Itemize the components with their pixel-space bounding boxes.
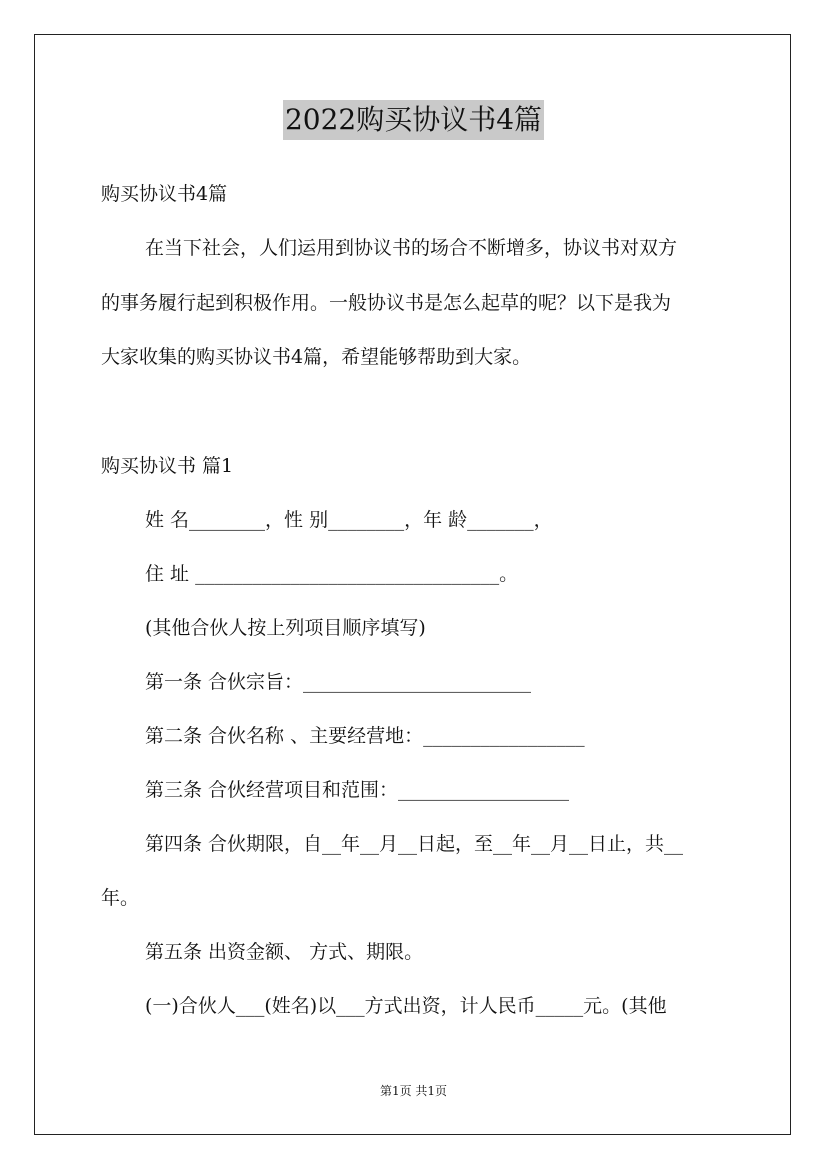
clause-line: (其他合伙人按上列项目顺序填写): [145, 617, 426, 639]
page-footer: 第1页 共1页: [379, 1084, 448, 1098]
clause-line: 第二条 合伙名称 、主要经营地：_________________: [145, 725, 585, 747]
title-container: [0, 100, 827, 140]
intro-line: 大家收集的购买协议书4篇，希望能够帮助到大家。: [101, 346, 532, 368]
clause-line: 第一条 合伙宗旨：________________________: [145, 671, 532, 693]
intro-line: 在当下社会，人们运用到协议书的场合不断增多，协议书对双方: [145, 237, 678, 259]
clause-line: 年。: [101, 887, 140, 909]
section-heading: 购买协议书 篇1: [101, 455, 234, 477]
clause-line: (一)合伙人___(姓名)以___方式出资，计人民币_____元。(其他: [145, 995, 667, 1017]
clause-line: 第三条 合伙经营项目和范围：__________________: [145, 779, 570, 801]
intro-line: 的事务履行起到积极作用。一般协议书是怎么起草的呢？以下是我为: [101, 292, 672, 314]
clause-line: 姓 名________，性 别________，年 龄_______，: [145, 509, 553, 531]
document-subtitle: 购买协议书4篇: [101, 183, 228, 205]
clause-line: 第四条 合伙期限，自__年__月__日起，至__年__月__日止，共__: [145, 833, 684, 855]
clause-line: 第五条 出资金额、 方式、期限。: [145, 941, 424, 963]
document-title: 2022购买协议书4篇: [283, 100, 544, 140]
clause-line: 住 址 ________________________________。: [145, 563, 519, 585]
